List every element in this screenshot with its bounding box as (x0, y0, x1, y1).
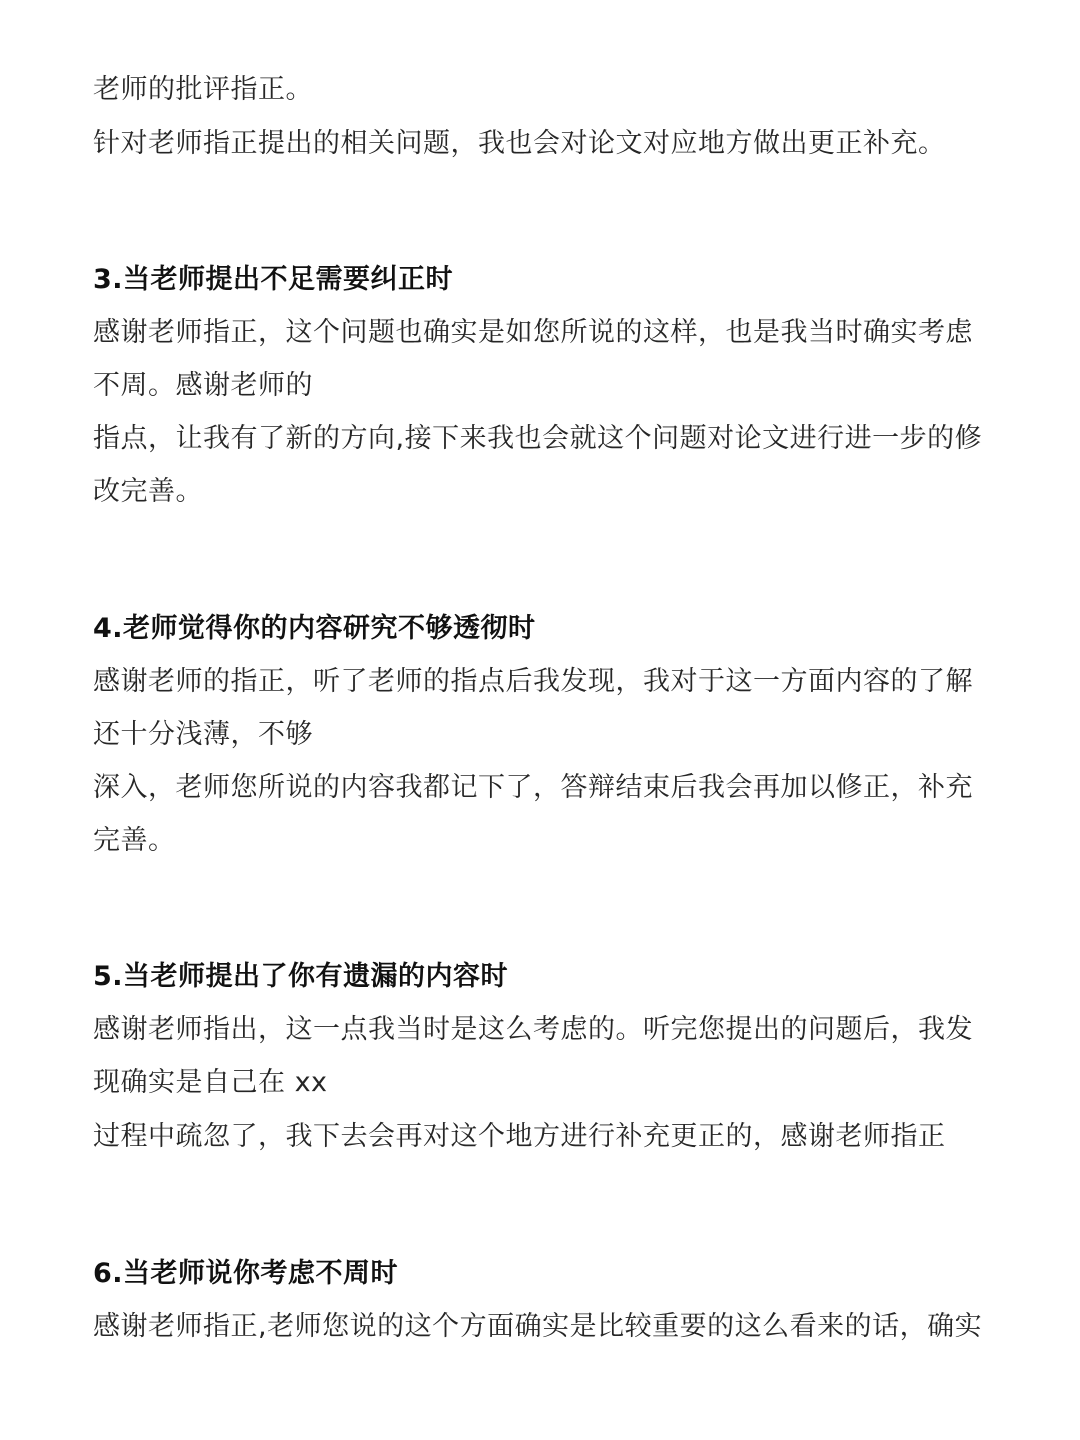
section-5-line-3: 过程中疏忽了，我下去会再对这个地方进行补充更正的，感谢老师指正 (93, 1121, 946, 1152)
section-3-line-1: 感谢老师指正，这个问题也确实是如您所说的这样，也是我当时确实考虑 (93, 317, 973, 348)
section-3-heading: 3.当老师提出不足需要纠正时 (93, 264, 454, 295)
section-4-line-2: 还十分浅薄，不够 (93, 719, 313, 750)
section-4-line-4: 完善。 (93, 825, 176, 856)
section-4-heading: 4.老师觉得你的内容研究不够透彻时 (93, 613, 536, 644)
section-3-line-2: 不周。感谢老师的 (93, 370, 313, 401)
section-3-line-3: 指点，让我有了新的方向,接下来我也会就这个问题对论文进行进一步的修 (93, 423, 983, 454)
section-3-line-4: 改完善。 (93, 476, 203, 507)
section-6-heading: 6.当老师说你考虑不周时 (93, 1258, 399, 1289)
intro-line-1: 老师的批评指正。 (93, 74, 313, 105)
section-4-line-1: 感谢老师的指正，听了老师的指点后我发现，我对于这一方面内容的了解 (93, 666, 973, 697)
section-6-line-1: 感谢老师指正,老师您说的这个方面确实是比较重要的这么看来的话，确实 (93, 1311, 983, 1342)
section-5-heading: 5.当老师提出了你有遗漏的内容时 (93, 961, 509, 992)
section-4-line-3: 深入，老师您所说的内容我都记下了，答辩结束后我会再加以修正，补充 (93, 772, 973, 803)
section-5-line-2: 现确实是自己在 xx (93, 1067, 328, 1098)
intro-line-2: 针对老师指正提出的相关问题，我也会对论文对应地方做出更正补充。 (93, 128, 946, 159)
section-5-line-1: 感谢老师指出，这一点我当时是这么考虑的。听完您提出的问题后，我发 (93, 1014, 973, 1045)
